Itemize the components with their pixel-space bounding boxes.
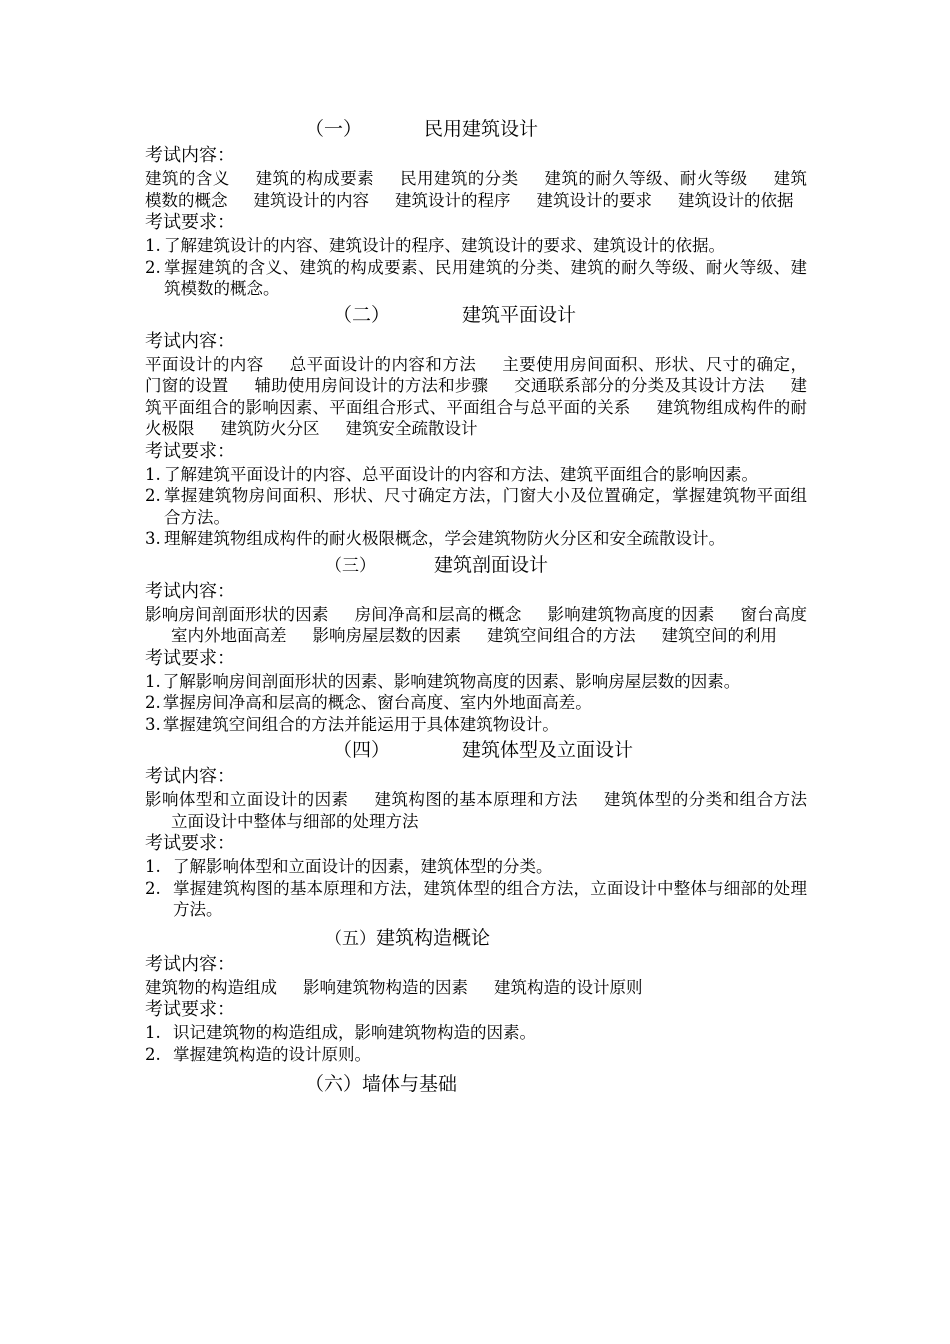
requirement-text: 理解建筑物组成构件的耐火极限概念，学会建筑物防火分区和安全疏散设计。 [164, 529, 725, 548]
content-item: 交通联系部分的分类及其设计方法 [514, 376, 765, 395]
content-item: 建筑防火分区 [220, 419, 320, 438]
requirement-item [145, 878, 807, 921]
document-body [145, 114, 807, 1099]
content-item: 建筑构图的基本原理和方法 [374, 790, 578, 809]
requirement-item [145, 235, 807, 257]
requirement-text: 掌握建筑的含义、建筑的构成要素、民用建筑的分类、建筑的耐久等级、耐火等级、建筑模数的概念。 [164, 257, 807, 298]
section-title [145, 550, 807, 580]
content-item: 影响建筑物高度的因素 [547, 604, 715, 624]
content-item: 主要使用房间面积、形状、尺寸的确定，门窗的设置 [145, 354, 808, 395]
content-item: 民用建筑的分类 [400, 169, 519, 188]
content-paragraph [145, 354, 807, 440]
requirement-text: 了解建筑设计的内容、建筑设计的程序、建筑设计的要求、建筑设计的依据。 [164, 236, 725, 255]
section-title [145, 114, 807, 144]
content-paragraph [145, 168, 807, 211]
requirement-number: 2. [145, 257, 161, 277]
requirement-item [145, 464, 807, 486]
requirement-text: 掌握建筑构造的设计原则。 [173, 1044, 371, 1064]
requirement-text: 掌握建筑构图的基本原理和方法，建筑体型的组合方法，立面设计中整体与细部的处理方法。 [173, 878, 807, 919]
requirement-text: 识记建筑物的构造组成，影响建筑物构造的因素。 [173, 1023, 536, 1042]
requirement-text: 掌握建筑物房间面积、形状、尺寸确定方法，门窗大小及位置确定，掌握建筑物平面组合方法。 [164, 486, 807, 527]
requirement-item [145, 1022, 807, 1044]
section-name: 建筑体型及立面设计 [462, 739, 634, 761]
section-name: 建筑剖面设计 [434, 553, 549, 576]
requirement-item [145, 714, 807, 736]
section-number: （二） [333, 303, 391, 326]
section-name: 墙体与基础 [362, 1073, 458, 1095]
requirement-number: 3. [145, 714, 161, 734]
content-label: 考试内容： [145, 766, 235, 787]
content-item: 建筑的构成要素 [255, 169, 375, 188]
content-item: 影响建筑物构造的因素 [303, 977, 468, 997]
content-paragraph [145, 604, 807, 647]
content-item: 辅助使用房间设计的方法和步骤 [254, 376, 489, 395]
requirement-number: 1. [145, 236, 161, 255]
section-title [145, 1069, 807, 1099]
content-item: 建筑物的构造组成 [145, 977, 277, 997]
requirement-number: 2. [145, 878, 161, 898]
content-item: 窗台高度 [740, 604, 808, 624]
content-item: 影响房间剖面形状的因素 [145, 604, 329, 624]
section-number: （三） [325, 555, 376, 576]
requirement-text: 掌握建筑空间组合的方法并能运用于具体建筑物设计。 [162, 714, 559, 734]
section-name: 民用建筑设计 [424, 118, 539, 140]
content-label: 考试内容： [145, 145, 235, 166]
content-item: 总平面设计的内容和方法 [289, 354, 477, 374]
content-item: 立面设计中整体与细部的处理方法 [171, 811, 419, 831]
content-item: 室内外地面高差 [171, 626, 287, 645]
content-label: 考试内容： [145, 580, 235, 602]
requirement-item [145, 485, 807, 528]
content-item: 建筑平面组合的影响因素、平面组合形式、平面组合与总平面的关系 [145, 376, 808, 417]
requirement-item [145, 1044, 807, 1066]
content-item: 影响体型和立面设计的因素 [145, 790, 349, 809]
requirement-item [145, 257, 807, 300]
section-number: （一） [305, 118, 363, 140]
section-number: （四） [333, 739, 391, 761]
content-item: 建筑物组成构件的耐火极限 [145, 397, 808, 438]
content-item: 影响房屋层数的因素 [312, 626, 461, 645]
section-title [145, 735, 807, 765]
requirement-number: 1. [145, 671, 161, 691]
requirement-number: 1. [145, 464, 161, 484]
requirements-label: 考试要求： [145, 212, 235, 233]
requirement-number: 2. [145, 1044, 161, 1064]
section-name: 建筑构造概论 [376, 926, 491, 949]
content-item: 建筑模数的概念 [145, 169, 807, 210]
requirements-label: 考试要求： [145, 440, 235, 462]
section-title [145, 300, 807, 330]
requirement-item [145, 856, 807, 878]
requirement-number: 2. [145, 693, 161, 712]
requirements-label: 考试要求： [145, 999, 235, 1020]
content-item: 建筑设计的内容 [253, 190, 369, 210]
requirement-number: 1. [145, 1023, 161, 1042]
requirement-number: 2. [145, 486, 161, 505]
requirement-item [145, 671, 807, 693]
requirements-label: 考试要求： [145, 833, 235, 854]
content-item: 平面设计的内容 [145, 354, 264, 374]
content-item: 建筑的含义 [145, 169, 230, 188]
content-item: 建筑空间组合的方法 [487, 626, 636, 645]
content-label: 考试内容： [145, 330, 235, 352]
content-item: 建筑安全疏散设计 [345, 419, 478, 438]
section-number: （五） [325, 928, 376, 949]
content-item: 建筑构造的设计原则 [494, 977, 643, 997]
section-number: （六） [305, 1073, 363, 1095]
content-item: 建筑体型的分类和组合方法 [604, 790, 808, 809]
requirement-text: 了解建筑平面设计的内容、总平面设计的内容和方法、建筑平面组合的影响因素。 [164, 464, 758, 484]
requirement-number: 1. [145, 857, 161, 876]
content-paragraph [145, 977, 807, 999]
section-name: 建筑平面设计 [462, 303, 577, 326]
requirement-number: 3. [145, 529, 161, 548]
content-item: 建筑设计的依据 [678, 190, 794, 210]
content-paragraph [145, 789, 807, 832]
content-item: 房间净高和层高的概念 [354, 604, 522, 624]
requirement-item [145, 692, 807, 714]
content-label: 考试内容： [145, 953, 235, 975]
requirement-text: 了解影响房间剖面形状的因素、影响建筑物高度的因素、影响房屋层数的因素。 [162, 671, 741, 691]
requirements-label: 考试要求： [145, 647, 235, 669]
content-item: 建筑设计的要求 [536, 190, 652, 210]
section-title [145, 923, 807, 953]
content-item: 建筑的耐久等级、耐火等级 [544, 169, 748, 188]
content-item: 建筑空间的利用 [661, 626, 777, 645]
requirement-text: 了解影响体型和立面设计的因素，建筑体型的分类。 [173, 857, 553, 876]
content-item: 建筑设计的程序 [395, 190, 511, 210]
requirement-item [145, 528, 807, 550]
requirement-text: 掌握房间净高和层高的概念、窗台高度、室内外地面高差。 [162, 693, 592, 712]
